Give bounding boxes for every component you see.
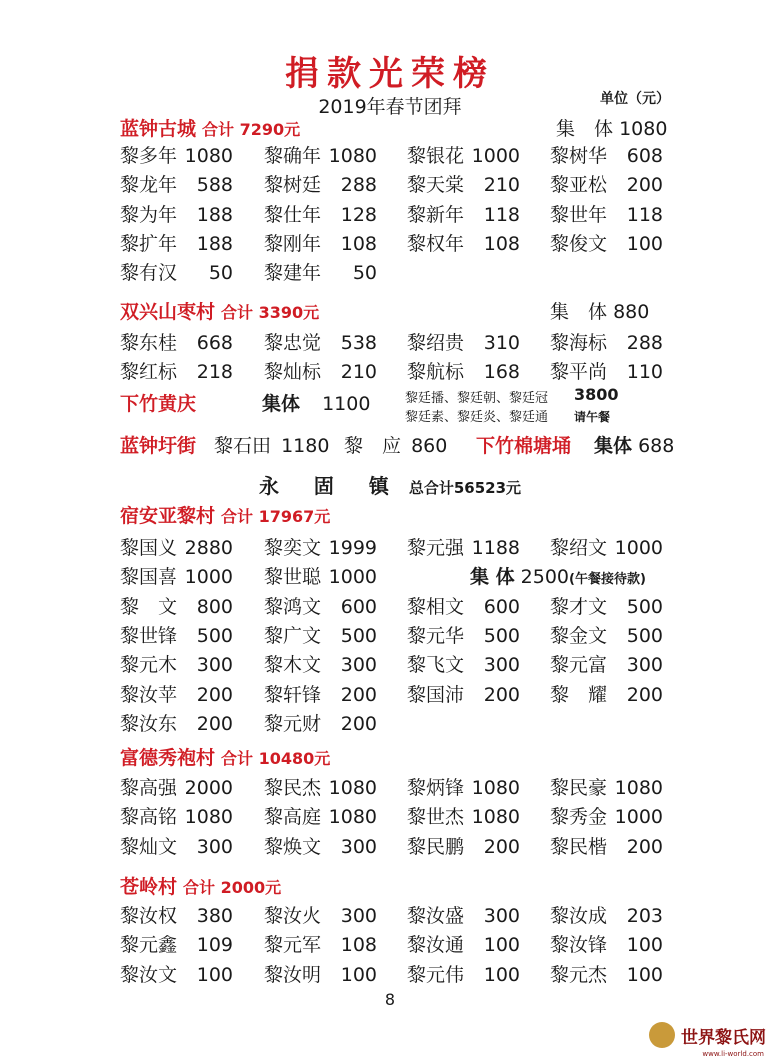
donor-amount: 1999 — [328, 537, 378, 559]
donor-amount: 600 — [340, 595, 378, 618]
donor-amount: 100 — [340, 963, 378, 986]
donor-amount: 380 — [196, 905, 234, 927]
donor-name: 黎有汉 — [120, 262, 178, 285]
section-heading-lanzhong-xujie: 蓝钟圩街 — [120, 435, 197, 457]
donor-name: 黎汝盛 — [407, 905, 465, 927]
donor-name: 黎 耀 — [550, 683, 608, 706]
donor-entry — [264, 562, 377, 589]
donor-name: 黎高强 — [120, 777, 178, 799]
table-row — [120, 680, 720, 708]
unit-label: 单位（元） — [600, 91, 670, 107]
donor-entry — [120, 200, 233, 227]
donor-name: 黎元木 — [120, 654, 178, 677]
donor-amount: 200 — [626, 174, 664, 197]
section-total: 合计 17967元 — [221, 507, 331, 526]
donor-amount: 1180 — [281, 435, 330, 457]
donor-amount: 200 — [626, 835, 664, 858]
donor-entry — [407, 773, 520, 800]
donor-entry — [120, 709, 233, 736]
donor-entry — [120, 562, 233, 589]
donor-amount: 1188 — [471, 537, 521, 559]
donor-name: 黎灿文 — [120, 835, 178, 858]
donor-name: 黎汝东 — [120, 712, 178, 735]
donor-amount: 200 — [196, 712, 234, 735]
donor-name: 黎确年 — [264, 145, 322, 167]
donor-entry — [550, 141, 663, 168]
donor-name: 黎红标 — [120, 361, 178, 384]
page-number: 8 — [384, 990, 396, 1009]
donor-entry — [550, 592, 663, 619]
donor-name: 黎 应 — [344, 435, 402, 457]
section-name: 宿安亚黎村 — [120, 505, 216, 527]
donor-amount: 1080 — [184, 145, 234, 167]
table-row — [120, 930, 720, 958]
donor-name: 黎民楷 — [550, 835, 608, 858]
section-heading-suan-yali — [120, 501, 330, 528]
section-heading-xiazhu-miantang: 下竹棉塘埇 — [476, 435, 572, 457]
donor-entry — [550, 170, 663, 197]
donor-name: 黎树廷 — [264, 174, 322, 197]
donor-entry — [407, 680, 520, 707]
donor-entry — [264, 901, 377, 928]
seal-icon — [649, 1022, 675, 1048]
donor-name: 黎国义 — [120, 537, 178, 559]
donor-name: 黎汝火 — [264, 905, 322, 927]
donor-name: 黎汝苹 — [120, 683, 178, 706]
donor-amount: 668 — [196, 332, 234, 354]
donor-amount: 2000 — [184, 777, 234, 799]
donor-name: 黎汝明 — [264, 963, 322, 986]
donor-name: 黎元伟 — [407, 963, 465, 986]
donor-entry — [407, 650, 520, 677]
donor-name: 黎刚年 — [264, 232, 322, 255]
donor-entry — [264, 357, 377, 384]
donor-entry — [264, 680, 377, 707]
donor-amount: 200 — [626, 683, 664, 706]
donor-entry — [120, 773, 233, 800]
section-heading-fude-xiupao — [120, 743, 330, 770]
donor-amount: 168 — [483, 361, 521, 384]
donor-entry — [264, 930, 377, 957]
donor-amount: 100 — [626, 934, 664, 957]
donor-name: 黎汝通 — [407, 934, 465, 957]
donor-entry — [120, 258, 233, 285]
donor-amount: 1000 — [328, 566, 378, 589]
donor-name: 黎轩锋 — [264, 683, 322, 706]
donor-name: 黎银花 — [407, 145, 465, 167]
donor-amount: 200 — [196, 683, 234, 706]
section-name: 苍岭村 — [120, 876, 178, 898]
donor-entry — [264, 141, 377, 168]
donor-amount: 608 — [626, 145, 664, 167]
donor-name: 黎奕文 — [264, 537, 322, 559]
donor-amount: 100 — [483, 934, 521, 957]
donor-amount: 500 — [626, 624, 664, 647]
table-row — [120, 328, 720, 356]
donor-amount: 108 — [340, 232, 378, 255]
donor-entry — [264, 229, 377, 256]
donor-name: 黎忠觉 — [264, 332, 322, 354]
table-row — [120, 709, 720, 737]
donor-entry — [264, 650, 377, 677]
donor-amount: 1080 — [184, 806, 234, 829]
donor-name: 黎平尚 — [550, 361, 608, 384]
donor-entry — [407, 357, 520, 384]
donor-amount: 300 — [626, 654, 664, 677]
donor-entry — [120, 621, 233, 648]
donor-amount: 110 — [626, 361, 664, 384]
donor-entry — [550, 832, 663, 859]
donor-name: 黎民杰 — [264, 777, 322, 799]
donor-name: 黎元财 — [264, 712, 322, 735]
donor-name: 黎东桂 — [120, 332, 178, 354]
donor-entry — [407, 802, 520, 829]
donor-amount: 538 — [340, 332, 378, 354]
page-title: 捐款光荣榜 — [285, 54, 495, 94]
donor-name: 黎建年 — [264, 262, 322, 285]
donor-name: 黎灿标 — [264, 361, 322, 384]
donor-entry — [120, 930, 233, 957]
donor-amount: 109 — [196, 934, 234, 957]
donor-name: 黎龙年 — [120, 174, 178, 197]
collective-amount: 1080 — [619, 118, 668, 140]
donor-amount: 1080 — [328, 806, 378, 829]
donor-name: 黎新年 — [407, 203, 465, 226]
donor-entry — [264, 621, 377, 648]
donor-name: 黎鸿文 — [264, 595, 322, 618]
table-row — [120, 650, 720, 678]
donor-name: 黎国沛 — [407, 683, 465, 706]
donor-amount: 300 — [340, 654, 378, 677]
table-row — [120, 141, 720, 169]
donor-name: 黎元杰 — [550, 963, 608, 986]
donor-entry — [344, 431, 447, 458]
donor-amount: 128 — [340, 203, 378, 226]
donor-entry — [550, 930, 663, 957]
donor-amount: 288 — [340, 174, 378, 197]
collective-label: 集体 — [594, 435, 633, 457]
collective-donation — [470, 562, 646, 589]
donor-name: 黎汝锋 — [550, 934, 608, 957]
donor-entry — [120, 901, 233, 928]
donor-name: 黎元强 — [407, 537, 465, 559]
donor-name: 黎民鹏 — [407, 835, 465, 858]
donor-entry — [550, 621, 663, 648]
donor-name: 黎元鑫 — [120, 934, 178, 957]
donor-amount: 300 — [483, 654, 521, 677]
donor-name: 黎飞文 — [407, 654, 465, 677]
section-name: 富德秀袍村 — [120, 747, 216, 769]
collective-label: 集 体 — [556, 118, 614, 140]
donor-entry — [407, 141, 520, 168]
donor-entry — [407, 592, 520, 619]
collective-label: 集 体 — [550, 301, 608, 323]
donor-amount: 1000 — [184, 566, 234, 589]
donor-amount: 200 — [340, 683, 378, 706]
donor-entry — [264, 533, 377, 560]
table-row — [120, 258, 720, 286]
donor-amount: 300 — [196, 654, 234, 677]
section-name: 蓝钟古城 — [120, 118, 197, 140]
collective-note: (午餐接待款) — [569, 572, 646, 587]
donor-entry — [120, 650, 233, 677]
donor-amount: 500 — [483, 624, 521, 647]
donor-name: 黎海标 — [550, 332, 608, 354]
donor-entry — [550, 960, 663, 987]
donor-name: 黎炳锋 — [407, 777, 465, 799]
donor-name: 黎 文 — [120, 595, 178, 618]
donor-amount: 1080 — [471, 806, 521, 829]
donor-entry — [264, 709, 377, 736]
table-row — [120, 832, 720, 860]
donor-entry — [550, 229, 663, 256]
collective-amount: 688 — [638, 435, 675, 457]
donor-entry — [550, 680, 663, 707]
group-donors-line-2: 黎廷素、黎廷炎、黎廷通 — [405, 410, 549, 425]
donor-name: 黎世聪 — [264, 566, 322, 589]
donor-entry — [264, 258, 377, 285]
donor-entry — [120, 170, 233, 197]
donor-amount: 188 — [196, 203, 234, 226]
collective-donation — [550, 297, 649, 324]
donor-name: 黎航标 — [407, 361, 465, 384]
table-row — [120, 533, 720, 561]
watermark-text: 世界黎氏网 — [681, 1027, 766, 1048]
donor-name: 黎世锋 — [120, 624, 178, 647]
donor-name: 黎权年 — [407, 232, 465, 255]
donor-name: 黎广文 — [264, 624, 322, 647]
donor-amount: 100 — [196, 963, 234, 986]
donor-amount: 100 — [626, 963, 664, 986]
donor-name: 黎汝成 — [550, 905, 608, 927]
donor-entry — [407, 930, 520, 957]
donor-entry — [120, 960, 233, 987]
donor-entry — [264, 960, 377, 987]
donor-entry — [120, 328, 233, 355]
donor-name: 黎绍贵 — [407, 332, 465, 354]
donor-entry — [264, 773, 377, 800]
table-row — [120, 200, 720, 228]
donor-name: 黎高铭 — [120, 806, 178, 829]
group-amount: 3800 — [574, 385, 619, 404]
donor-entry — [214, 431, 329, 458]
donor-entry — [120, 680, 233, 707]
donor-amount: 210 — [340, 361, 378, 384]
donor-amount: 200 — [483, 835, 521, 858]
table-row — [120, 901, 720, 929]
donor-amount: 1080 — [328, 145, 378, 167]
donor-name: 黎元华 — [407, 624, 465, 647]
group-note: 请午餐 — [574, 410, 611, 424]
donor-amount: 203 — [626, 905, 664, 927]
donor-entry — [407, 832, 520, 859]
donor-amount: 1080 — [471, 777, 521, 799]
donor-name: 黎世杰 — [407, 806, 465, 829]
donor-name: 黎扩年 — [120, 232, 178, 255]
donor-entry — [550, 650, 663, 677]
donor-amount: 600 — [483, 595, 521, 618]
donor-amount: 50 — [208, 262, 234, 285]
donor-entry — [550, 328, 663, 355]
donor-entry — [407, 960, 520, 987]
donor-amount: 100 — [483, 963, 521, 986]
section-total: 合计 7290元 — [202, 120, 301, 139]
donor-amount: 588 — [196, 174, 234, 197]
donor-name: 黎元富 — [550, 654, 608, 677]
donor-name: 黎亚松 — [550, 174, 608, 197]
donor-name: 黎高庭 — [264, 806, 322, 829]
donor-name: 黎汝文 — [120, 963, 178, 986]
table-row — [120, 170, 720, 198]
donor-entry — [120, 141, 233, 168]
table-row — [120, 802, 720, 830]
donor-amount: 310 — [483, 332, 521, 354]
table-row — [120, 357, 720, 385]
donor-name: 黎天棠 — [407, 174, 465, 197]
collective-label: 集 体 — [470, 566, 515, 588]
donor-entry — [550, 200, 663, 227]
section-total: 合计 3390元 — [221, 303, 320, 322]
donor-amount: 100 — [626, 232, 664, 255]
donor-entry — [407, 901, 520, 928]
donor-name: 黎为年 — [120, 203, 178, 226]
donor-entry — [120, 357, 233, 384]
collective-donation — [594, 431, 674, 458]
donor-amount: 50 — [352, 262, 378, 285]
table-row — [120, 960, 720, 988]
donor-entry — [407, 621, 520, 648]
donor-amount: 210 — [483, 174, 521, 197]
donor-entry — [264, 592, 377, 619]
donor-name: 黎民豪 — [550, 777, 608, 799]
donor-entry — [407, 229, 520, 256]
donor-entry — [264, 802, 377, 829]
donor-amount: 288 — [626, 332, 664, 354]
donor-amount: 1080 — [614, 777, 664, 799]
donor-entry — [407, 170, 520, 197]
donor-amount: 300 — [483, 905, 521, 927]
donor-name: 黎仕年 — [264, 203, 322, 226]
donor-entry — [264, 200, 377, 227]
donor-entry — [550, 802, 663, 829]
donor-name: 黎世年 — [550, 203, 608, 226]
donor-amount: 860 — [411, 435, 448, 457]
donor-amount: 118 — [626, 203, 664, 226]
donor-amount: 200 — [340, 712, 378, 735]
section-total: 合计 2000元 — [183, 878, 282, 897]
collective-amount: 880 — [613, 301, 650, 323]
donor-amount: 800 — [196, 595, 234, 618]
watermark-url: www.li-world.com — [702, 1050, 764, 1058]
donor-name: 黎才文 — [550, 595, 608, 618]
donor-amount: 1080 — [328, 777, 378, 799]
section-name: 双兴山枣村 — [120, 301, 216, 323]
collective-donation — [262, 389, 370, 416]
donor-entry — [550, 533, 663, 560]
donor-name: 黎石田 — [214, 435, 272, 457]
donor-entry — [407, 533, 520, 560]
donor-entry — [120, 802, 233, 829]
donor-entry — [264, 832, 377, 859]
section-heading-lanzhong-gucheng — [120, 114, 300, 141]
donor-amount: 188 — [196, 232, 234, 255]
donor-amount: 500 — [626, 595, 664, 618]
donor-name: 黎绍文 — [550, 537, 608, 559]
collective-amount: 1100 — [322, 393, 371, 415]
section-heading-xiazhu-huangqing: 下竹黄庆 — [120, 393, 197, 415]
section-heading-cangling — [120, 872, 281, 899]
donor-entry — [264, 170, 377, 197]
donor-entry — [407, 328, 520, 355]
donor-amount: 500 — [196, 624, 234, 647]
donor-amount: 108 — [340, 934, 378, 957]
donor-amount: 300 — [340, 905, 378, 927]
collective-label: 集体 — [262, 393, 301, 415]
donor-entry — [264, 328, 377, 355]
donor-entry — [120, 832, 233, 859]
donor-name: 黎树华 — [550, 145, 608, 167]
table-row — [120, 773, 720, 801]
donor-name: 黎焕文 — [264, 835, 322, 858]
table-row — [120, 592, 720, 620]
donor-entry — [550, 773, 663, 800]
table-row — [120, 621, 720, 649]
donor-amount: 108 — [483, 232, 521, 255]
donor-amount: 1000 — [614, 806, 664, 829]
donor-entry — [550, 901, 663, 928]
section-heading-shuangxing — [120, 297, 319, 324]
collective-amount: 2500 — [520, 566, 570, 588]
donor-amount: 500 — [340, 624, 378, 647]
donor-entry — [120, 229, 233, 256]
donor-amount: 218 — [196, 361, 234, 384]
donor-name: 黎木文 — [264, 654, 322, 677]
town-name: 永 固 镇 — [258, 474, 403, 498]
donor-entry — [550, 357, 663, 384]
table-row — [120, 229, 720, 257]
donor-amount: 1000 — [471, 145, 521, 167]
donor-name: 黎俊文 — [550, 232, 608, 255]
donor-amount: 2880 — [184, 537, 234, 559]
donor-name: 黎秀金 — [550, 806, 608, 829]
donor-amount: 200 — [483, 683, 521, 706]
town-total: 总合计56523元 — [408, 479, 522, 497]
donor-amount: 1000 — [614, 537, 664, 559]
donor-name: 黎多年 — [120, 145, 178, 167]
donor-name: 黎国喜 — [120, 566, 178, 589]
donor-amount: 118 — [483, 203, 521, 226]
donor-name: 黎汝权 — [120, 905, 178, 927]
page-subtitle: 2019年春节团拜 — [318, 96, 462, 118]
section-total: 合计 10480元 — [221, 749, 331, 768]
donor-amount: 300 — [196, 835, 234, 858]
donor-amount: 300 — [340, 835, 378, 858]
donor-name: 黎金文 — [550, 624, 608, 647]
donor-name: 黎相文 — [407, 595, 465, 618]
town-heading — [0, 470, 780, 499]
donor-entry — [407, 200, 520, 227]
donor-name: 黎元军 — [264, 934, 322, 957]
donor-entry — [120, 592, 233, 619]
group-donors-line-1: 黎廷播、黎廷朝、黎廷冠 — [405, 391, 549, 406]
collective-donation — [556, 114, 667, 141]
donor-entry — [120, 533, 233, 560]
watermark-logo — [649, 1022, 766, 1058]
